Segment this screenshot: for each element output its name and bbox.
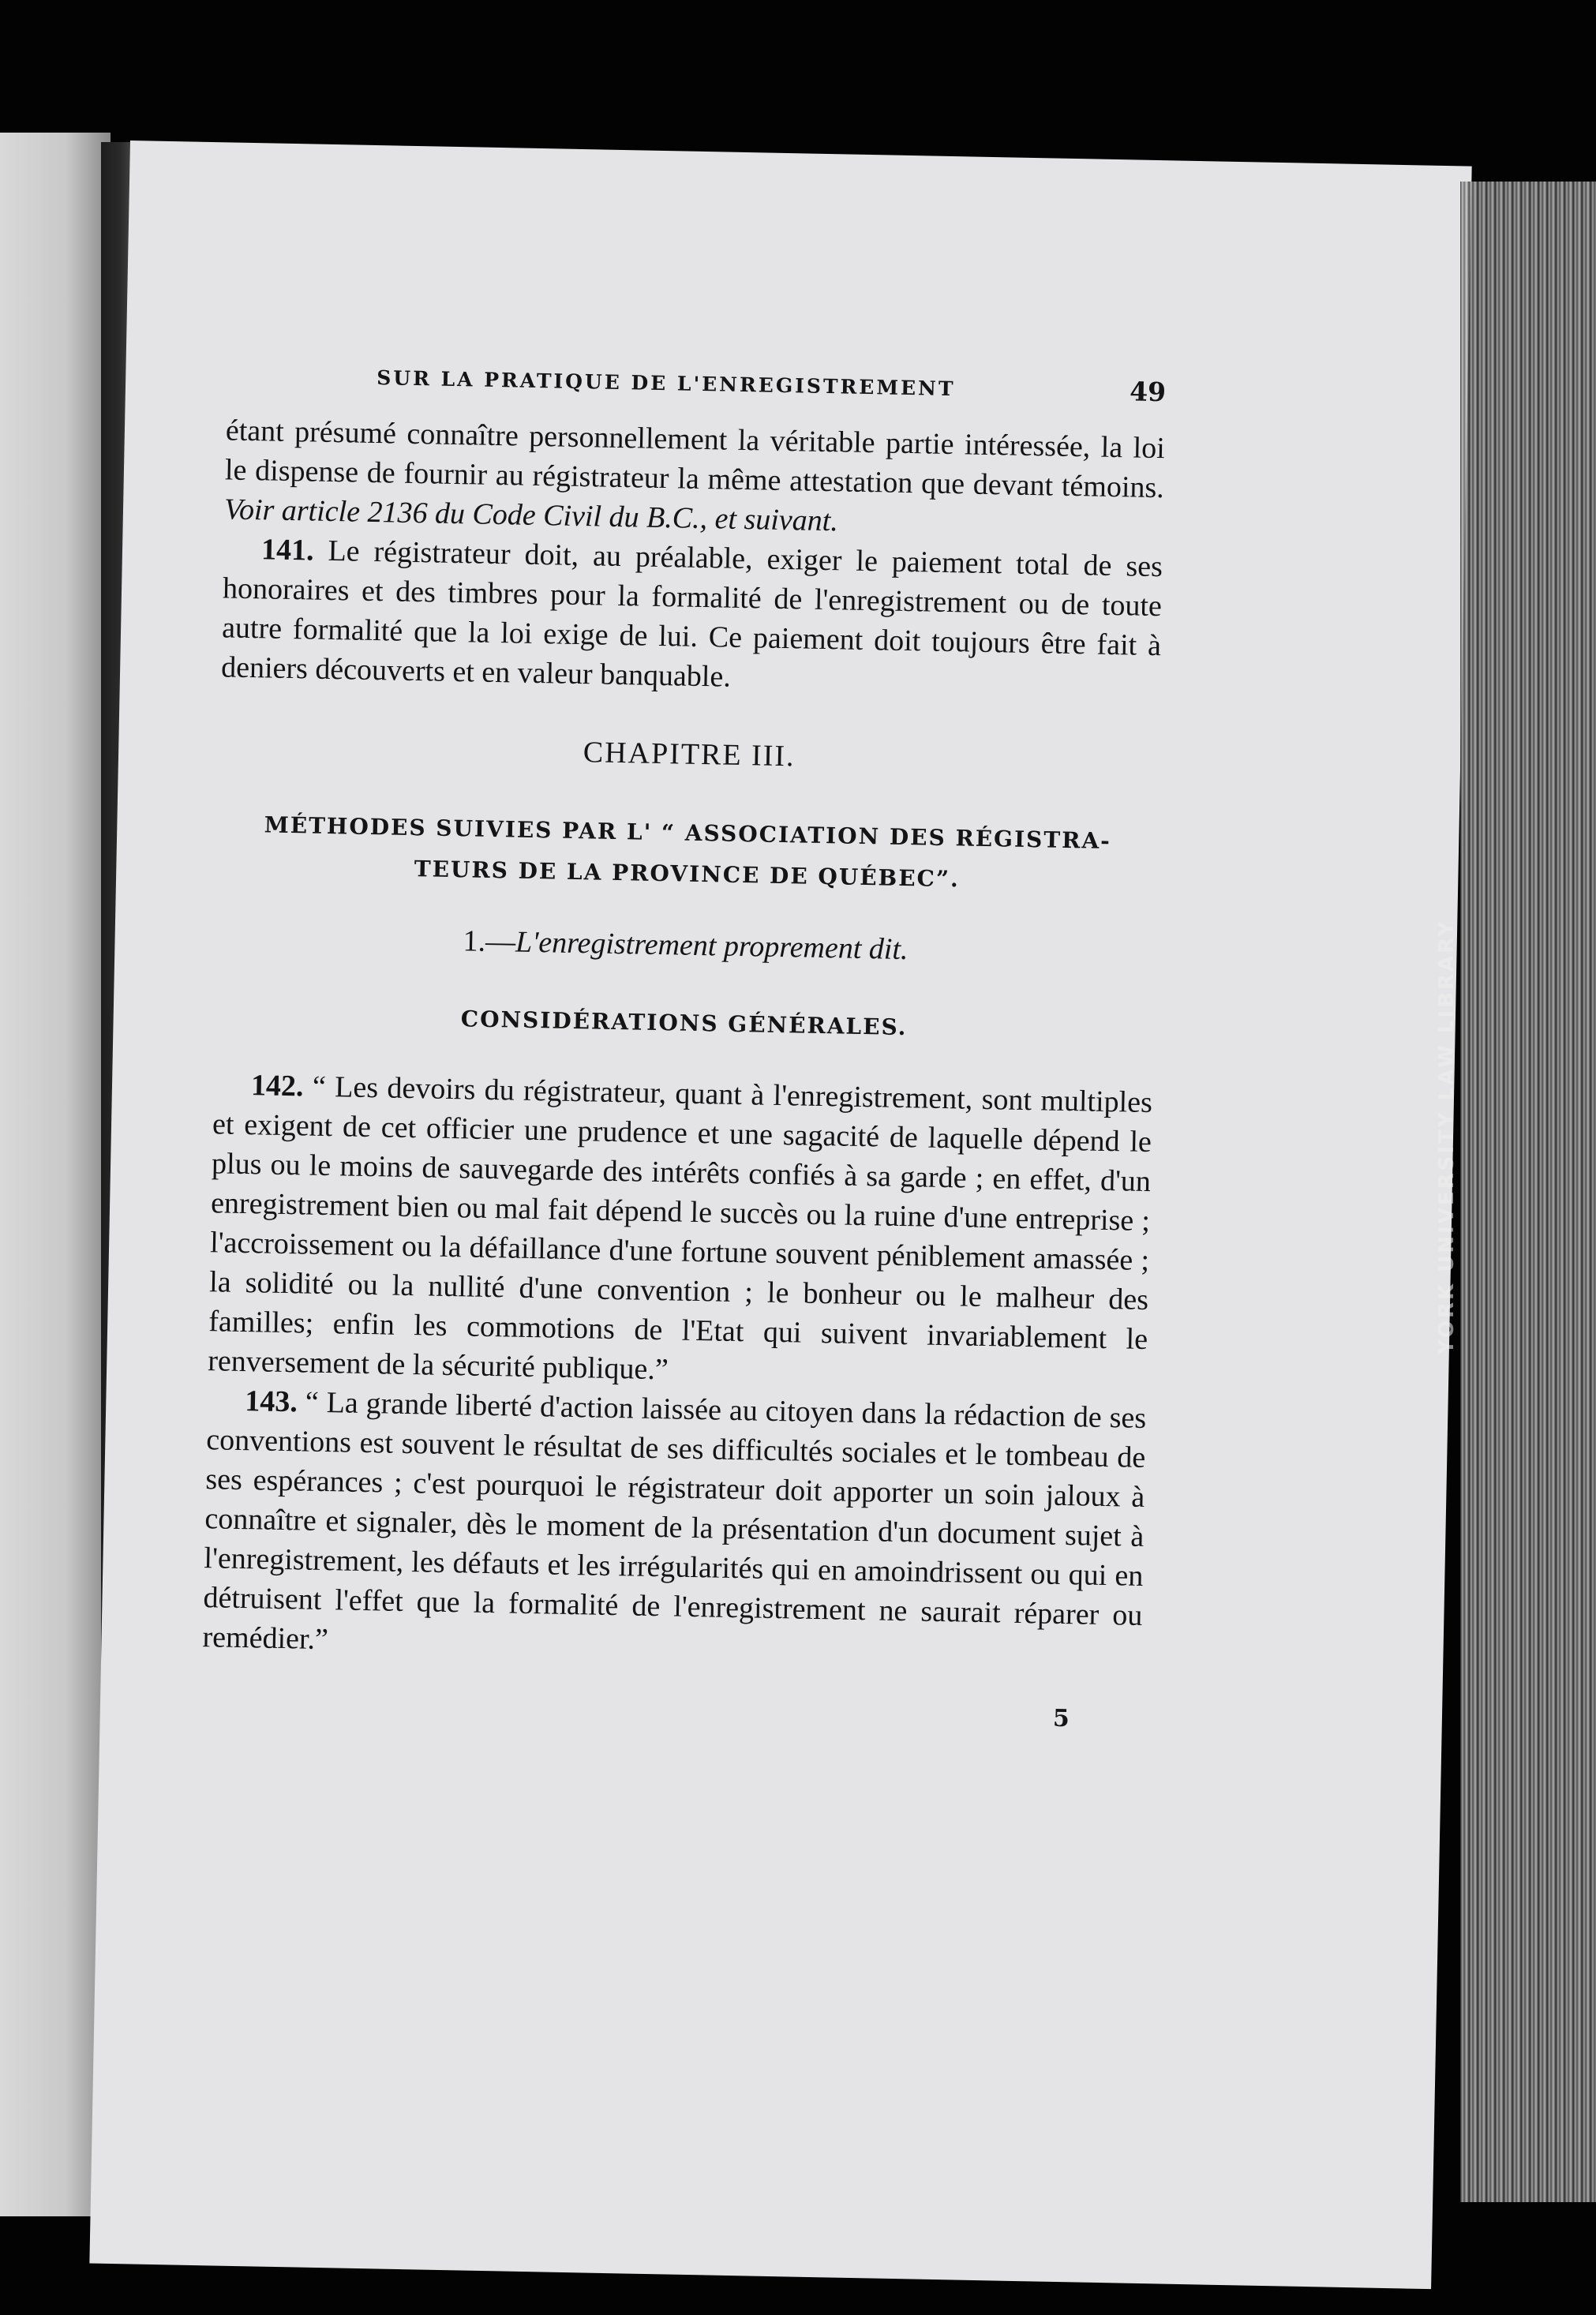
page-content	[200, 363, 1166, 1754]
paragraph-text: étant présumé connaître personnellement la véritable partie intéressée, la loi le dispense de fournir au régistrateur la même attestation que devant témoins.	[224, 414, 1166, 505]
chapter-title: CHAPITRE III.	[583, 736, 796, 774]
library-edge-stamp: YORK UNIVERSITY LAW LIBRARY	[1435, 919, 1459, 1354]
section-title-line-1: MÉTHODES SUIVIES PAR L' “ ASSOCIATION DES RÉGISTRA-	[264, 811, 1112, 855]
running-head-title: SUR LA PRATIQUE DE L'ENREGISTREMENT	[377, 366, 956, 401]
page-number: 49	[1129, 376, 1167, 408]
previous-page-edge	[0, 133, 111, 2216]
signature-mark	[200, 1688, 1141, 1754]
paragraph-number: 143.	[244, 1384, 298, 1419]
section-title-line-2: TEURS DE LA PROVINCE DE QUÉBEC”.	[414, 856, 961, 893]
paragraph-142	[208, 1065, 1152, 1399]
paragraph-text: Le régistrateur doit, au préalable, exiger le paiement total de ses honoraires et des timbres pour la formalité de l'enregistrement ou de toute autre formalité que la loi exige de lui. Ce paiement doit toujours être fait à deniers découverts et en valeur banquable.	[220, 534, 1163, 694]
subsection-number: 1.—	[463, 924, 516, 959]
paragraph-143	[202, 1380, 1146, 1675]
subsection-text: L'enregistrement proprement dit.	[515, 925, 909, 967]
paragraph-continued	[224, 410, 1166, 547]
paragraph-text: “ Les devoirs du régistrateur, quant à l'enregistrement, sont multiples et exigent de cet officier une prudence et une sagacité de laquelle dépend le plus ou le moins de sauvegarde des intérêts confiés à sa garde ; en effet, d'un enregistrement bien ou mal fait dépend le succès ou la ruine d'une entreprise ; l'accroissement ou la défaillance d'une fortune souvent péniblement amassée ; la solidité ou la nullité d'une convention ; le bonheur ou le malheur des familles; enfin les commotions de l'Etat qui suivent invariablement le renversement de la sécurité publique.”	[207, 1069, 1153, 1387]
book-page	[89, 140, 1471, 2289]
paragraph-141	[221, 529, 1163, 705]
page-block-edges	[1460, 182, 1596, 2202]
general-considerations-heading: CONSIDÉRATIONS GÉNÉRALES.	[460, 1006, 908, 1041]
paragraph-text: “ La grande liberté d'action laissée au citoyen dans la rédaction de ses conventions est souvent le résultat de ses difficultés sociales et le tombeau de ses espérances ; c'est pourquoi le régistrateur doit apporter un soin jaloux à connaître et signaler, dès le moment de la présentation d'un document sujet à l'enregistrement, les défauts et les irrégularités qui en amoindrissent ou qui en détruisent l'effet que la formalité de l'enregistrement ne saurait réparer ou remédier.”	[202, 1385, 1147, 1657]
paragraph-number: 142.	[250, 1069, 304, 1103]
code-citation: Voir article 2136 du Code Civil du B.C., et suivant.	[223, 493, 839, 538]
paragraph-number: 141.	[260, 533, 314, 568]
signature-number: 5	[1052, 1704, 1070, 1733]
